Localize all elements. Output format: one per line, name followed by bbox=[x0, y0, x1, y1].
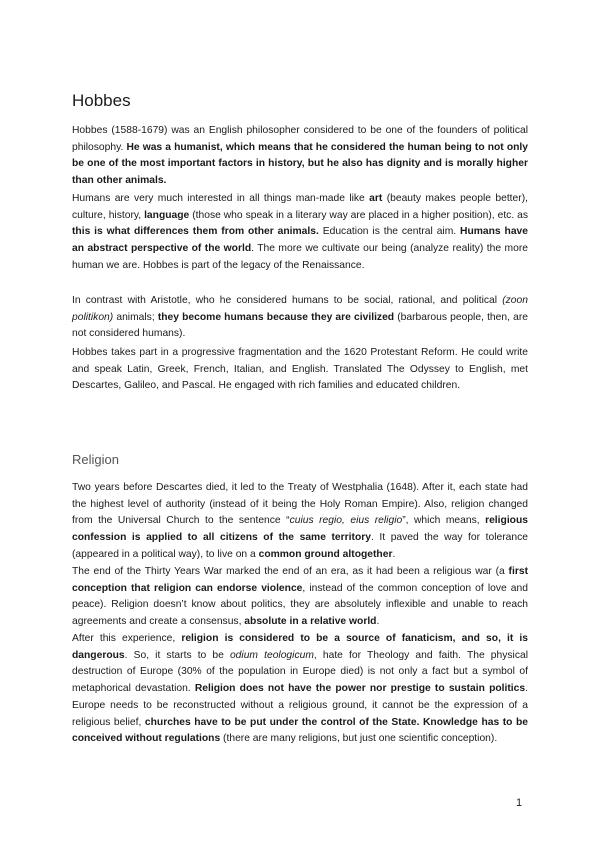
bold-text: He was a humanist, which means that he considered the human being to not only be one of the most important factors in history, but he also has dignity and is morally higher than other animals. bbox=[72, 141, 528, 187]
page-number: 1 bbox=[516, 797, 523, 809]
bold-text: religion is considered to be a source of fanaticism, and so, it is dangerous bbox=[72, 633, 528, 661]
paragraph bbox=[72, 293, 528, 343]
section-heading: Religion bbox=[72, 452, 119, 467]
text-run: Two years before Descartes died, it led to the Treaty of Westphalia (1648). After it, each state had the highest level of authority (instead of it being the Holy Roman Empire). Also, religion changed from the Universal Church to the sentence “ bbox=[72, 482, 528, 527]
text-run: In contrast with Aristotle, who he considered humans to be social, rational, and political bbox=[72, 295, 503, 306]
text-run: Hobbes (1588-1679) was an English philosopher considered to be one of the founders of political philosophy. bbox=[72, 125, 528, 153]
text-run: After this experience, bbox=[72, 633, 182, 644]
bold-text: common ground altogether bbox=[258, 548, 393, 560]
italic-text: odium teologicum bbox=[229, 649, 314, 661]
text-run: The end of the Thirty Years War marked the end of an era, as it had been a religious war (a bbox=[72, 566, 509, 577]
text-run: , instead of the common conception of love and peace). Religion doesn’t know about politics, they are absolutely inflexible and unable to reach agreements and create a consensus, bbox=[72, 582, 528, 628]
bold-text: they become humans because they are civilized bbox=[157, 311, 395, 323]
paragraph bbox=[72, 345, 528, 395]
bold-text: this is what differences them from other animals. bbox=[72, 226, 319, 238]
text-run: . Europe needs to be reconstructed without a religious ground, it cannot be the expression of a religious belief, bbox=[72, 683, 528, 728]
text-run: . So, it starts to be bbox=[124, 649, 230, 661]
paragraph bbox=[72, 631, 528, 748]
text-run: (there are many religions, but just one scientific conception). bbox=[220, 733, 498, 745]
paragraph bbox=[72, 564, 528, 631]
text-run: animals; bbox=[113, 311, 158, 323]
bold-text: churches have to be put under the control of the State. Knowledge has to be conceived without regulations bbox=[72, 716, 528, 745]
paragraph bbox=[72, 123, 528, 190]
text-run: (those who speak in a literary way are placed in a higher position), etc. as bbox=[189, 209, 528, 221]
bold-text: religious confession is applied to all citizens of the same territory bbox=[72, 515, 528, 544]
text-run: . bbox=[376, 616, 380, 628]
text-run: Education is the central aim. bbox=[318, 226, 461, 238]
bold-text: art bbox=[369, 193, 383, 204]
bold-text: Religion does not have the power nor prestige to sustain politics bbox=[194, 683, 526, 695]
bold-text: first conception that religion can endorse violence bbox=[72, 566, 528, 594]
bold-text: Humans have an abstract perspective of the world bbox=[72, 226, 529, 255]
italic-text: (zoon politikon) bbox=[72, 295, 528, 323]
paragraph bbox=[72, 191, 528, 275]
text-run: (beauty makes people better), culture, history, bbox=[72, 193, 528, 221]
text-run: Hobbes takes part in a progressive fragmentation and the 1620 Protestant Reform. He could write and speak Latin, Greek, French, Italian, and English. Translated The Odyssey to English, met Descartes, Galileo, and Pascal. He engaged with rich families and educated children. bbox=[72, 347, 528, 392]
text-run: , hate for Theology and faith. The physical destruction of Europe (30% of the population in Europe died) is not only a fact but a symbol of metaphorical devastation. bbox=[72, 649, 528, 695]
text-run: ”, which means, bbox=[402, 515, 486, 527]
text-run: Humans are very much interested in all things man-made like bbox=[72, 193, 370, 204]
paragraph bbox=[72, 480, 528, 564]
text-run: . bbox=[392, 548, 396, 560]
text-run: . The more we cultivate our being (analyze reality) the more human we are. Hobbes is part of the legacy of the Renaissance. bbox=[72, 243, 528, 271]
bold-text: absolute in a relative world bbox=[244, 616, 377, 628]
text-run: . It paved the way for tolerance (appeared in a political way), to live on a bbox=[72, 532, 528, 560]
italic-text: cuius regio, eius religio bbox=[289, 515, 403, 527]
bold-text: language bbox=[144, 209, 190, 221]
text-run: (barbarous people, then, are not considered humans). bbox=[72, 311, 528, 340]
page-title: Hobbes bbox=[72, 91, 131, 110]
